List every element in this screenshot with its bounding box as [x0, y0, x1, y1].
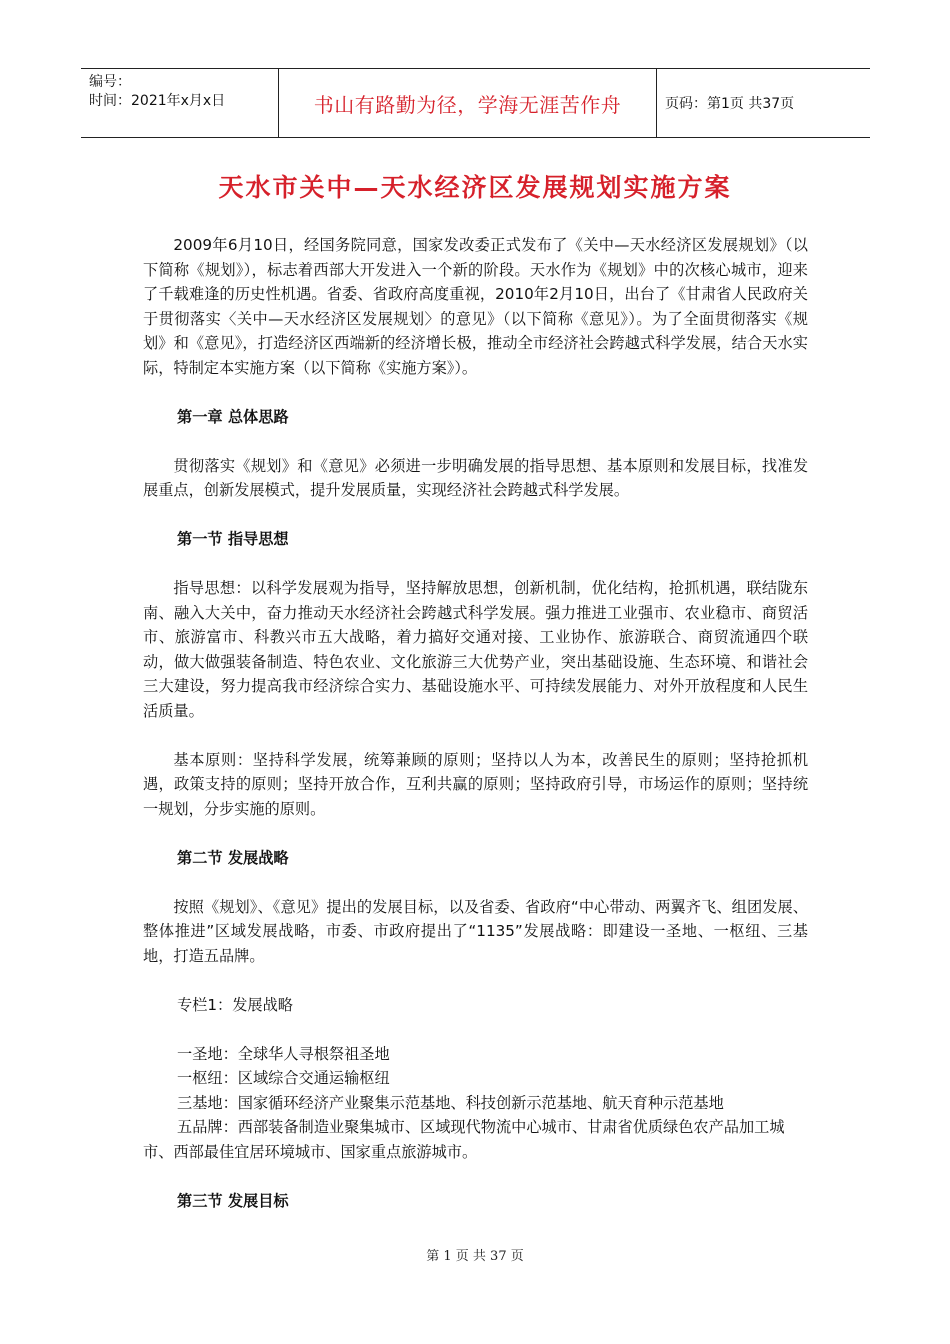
- section-heading-2: 第二节 发展战略: [177, 848, 289, 867]
- document-title: 天水市关中—天水经济区发展规划实施方案: [218, 173, 732, 202]
- column-label: 专栏1：发展战略: [177, 995, 293, 1014]
- intro-paragraph: 2009年6月10日，经国务院同意，国家发改委正式发布了《关中—天水经济区发展规划》（以下简称《规划》），标志着西部大开发进入一个新的阶段。天水作为《规划》中的次核心城市，迎来了千载难逢的历史性机遇。省委、省政府高度重视，2010年2月10日，出台了《甘肃省人民政府关于贯彻落实〈关中—天水经济区发展规划〉的意见》（以下简称《意见》）。为了全面贯彻落实《规划》和《意见》，打造经济区西端新的经济增长极，推动全市经济社会跨越式科学发展，结合天水实际，特制定本实施方案（以下简称《实施方案》）。: [143, 236, 808, 377]
- chapter-paragraph: 贯彻落实《规划》和《意见》必须进一步明确发展的指导思想、基本原则和发展目标，找准发展重点，创新发展模式，提升发展质量，实现经济社会跨越式科学发展。: [143, 456, 808, 499]
- strategy-paragraph: 按照《规划》、《意见》提出的发展目标，以及省委、省政府“中心带动、两翼齐飞、组团发展、整体推进”区域发展战略，市委、市政府提出了“1135”发展战略：即建设一圣地、一枢纽、三基地，打造五品牌。: [143, 897, 808, 965]
- header-page-info: 页码：第1页 共37页: [665, 96, 795, 112]
- header-meta: [81, 69, 279, 137]
- list-item: 一枢纽：区域综合交通运输枢纽: [177, 1069, 390, 1087]
- document-body: [143, 233, 808, 1213]
- time-label: 时间：2021年x月x日: [89, 93, 226, 109]
- list-item: 五品牌：西部装备制造业聚集城市、区域现代物流中心城市、甘肃省优质绿色农产品加工城市、西部最佳宜居环境城市、国家重点旅游城市。: [143, 1118, 785, 1161]
- section-heading-3: 第三节 发展目标: [177, 1191, 289, 1210]
- basic-principles-paragraph: 基本原则：坚持科学发展，统筹兼顾的原则；坚持以人为本，改善民生的原则；坚持抢抓机遇，政策支持的原则；坚持开放合作，互利共赢的原则；坚持政府引导，市场运作的原则；坚持统一规划，分步实施的原则。: [143, 750, 808, 818]
- section-heading-1: 第一节 指导思想: [177, 530, 289, 548]
- guiding-thought-paragraph: 指导思想：以科学发展观为指导，坚持解放思想，创新机制，优化结构，抢抓机遇，联结陇东南、融入大关中，奋力推动天水经济社会跨越式科学发展。强力推进工业强市、农业稳市、商贸活市、旅游富市、科教兴市五大战略，着力搞好交通对接、工业协作、旅游联合、商贸流通四个联动，做大做强装备制造、特色农业、文化旅游三大优势产业，突出基础设施、生态环境、和谐社会三大建设，努力提高我市经济综合实力、基础设施水平、可持续发展能力、对外开放程度和人民生活质量。: [143, 579, 808, 720]
- header-motto: 书山有路勤为径，学海无涯苦作舟: [279, 69, 657, 137]
- page-footer: 第 1 页 共 37 页: [426, 1249, 524, 1264]
- chapter-heading: 第一章 总体思路: [177, 407, 289, 426]
- list-item: 三基地：国家循环经济产业聚集示范基地、科技创新示范基地、航天育种示范基地: [177, 1093, 724, 1112]
- list-item: 一圣地：全球华人寻根祭祖圣地: [177, 1044, 390, 1063]
- number-label: 编号：: [89, 74, 131, 90]
- header-table: [81, 68, 870, 138]
